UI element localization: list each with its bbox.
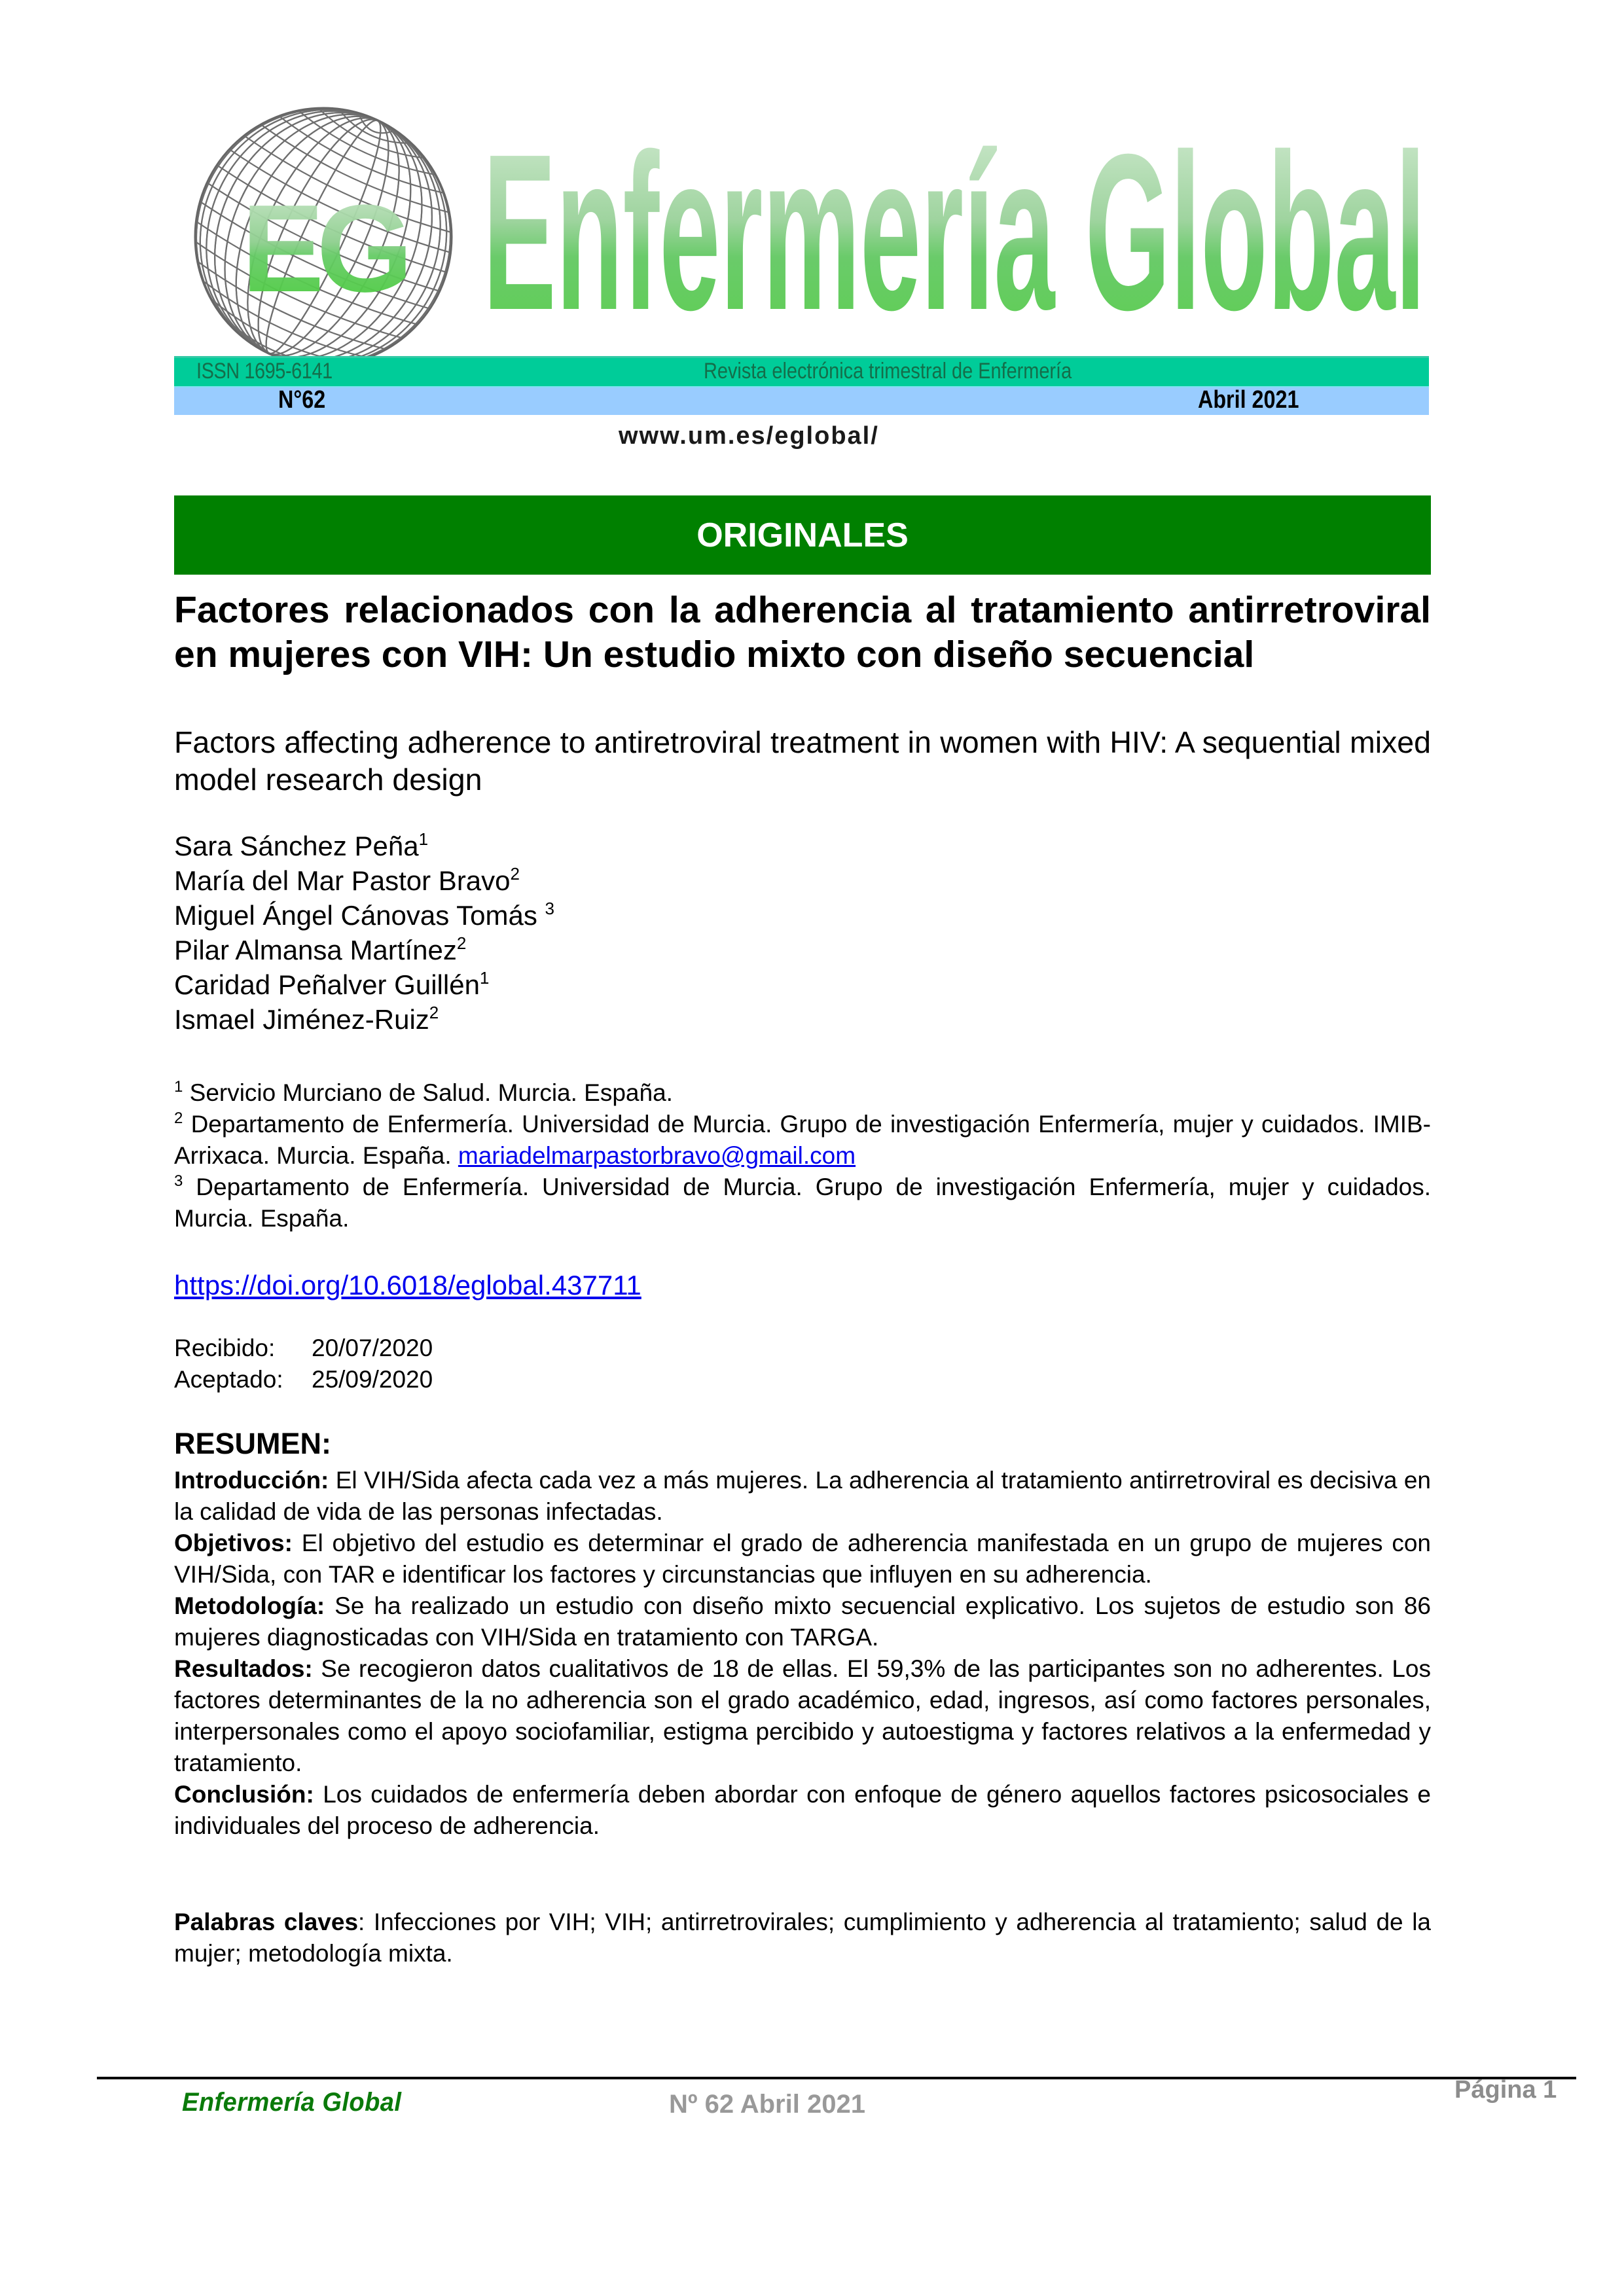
abstract-section-conclusion bbox=[174, 1779, 1431, 1842]
affiliation-marker: 2 bbox=[510, 864, 520, 884]
corresponding-email-link[interactable]: mariadelmarpastorbravo@gmail.com bbox=[458, 1142, 856, 1169]
journal-tagline: Revista electrónica trimestral de Enfermería bbox=[704, 359, 1072, 384]
abstract-section-text: Se ha realizado un estudio con diseño mixto secuencial explicativo. Los sujetos de estudio son 86 mujeres diagnosticadas con VIH/Sida en tratamiento con TARGA. bbox=[174, 1592, 1431, 1651]
affiliation-number: 1 bbox=[174, 1078, 183, 1096]
affiliation-text: Departamento de Enfermería. Universidad de Murcia. Grupo de investigación Enfermería, mujer y cuidados. Murcia. España. bbox=[174, 1174, 1431, 1232]
section-banner bbox=[174, 495, 1431, 575]
author-name: Ismael Jiménez-Ruiz bbox=[174, 1004, 429, 1035]
affiliation bbox=[174, 1109, 1431, 1172]
globe-logo-icon bbox=[191, 105, 456, 369]
accepted-label: Aceptado: bbox=[174, 1366, 283, 1393]
journal-wordmark-logo bbox=[477, 98, 1432, 340]
doi-row bbox=[174, 1270, 1431, 1301]
affiliation-text: Servicio Murciano de Salud. Murcia. España. bbox=[183, 1079, 673, 1106]
submission-dates bbox=[174, 1333, 1431, 1395]
affiliation-marker: 1 bbox=[479, 968, 490, 988]
affiliation-text: Departamento de Enfermería. Universidad de Murcia. Grupo de investigación Enfermería, mujer y cuidados. IMIB-Arrixaca. Murcia. España. bbox=[174, 1111, 1431, 1169]
author-list bbox=[174, 829, 1431, 1037]
keywords-label: Palabras claves bbox=[174, 1909, 359, 1935]
abstract-section-text: El objetivo del estudio es determinar el grado de adherencia manifestada en un grupo de mujeres con VIH/Sida, con TAR e identificar los factores y circunstancias que influyen en su adherencia. bbox=[174, 1530, 1431, 1588]
abstract-section-label: Resultados: bbox=[174, 1655, 313, 1682]
abstract-section-label: Introducción: bbox=[174, 1467, 329, 1494]
wordmark-text: Enfermería Global bbox=[483, 108, 1426, 340]
author bbox=[174, 898, 1431, 933]
abstract-section-introduction bbox=[174, 1465, 1431, 1528]
issue-date: Abril 2021 bbox=[1198, 386, 1299, 414]
issue-number: N°62 bbox=[278, 386, 326, 414]
affiliation-marker: 1 bbox=[418, 829, 429, 849]
issn: ISSN 1695-6141 bbox=[196, 359, 333, 384]
footer-journal-logo: Enfermería Global bbox=[182, 2088, 402, 2117]
footer-divider-shadow bbox=[97, 2080, 1576, 2081]
affiliation-number: 3 bbox=[174, 1172, 183, 1190]
affiliation-marker: 3 bbox=[545, 899, 554, 918]
section-label: ORIGINALES bbox=[696, 516, 909, 554]
author bbox=[174, 933, 1431, 967]
affiliation-list bbox=[174, 1077, 1431, 1234]
article-title-english: Factors affecting adherence to antiretroviral treatment in women with HIV: A sequential mixed model research design bbox=[174, 725, 1431, 797]
abstract-section-text: Los cuidados de enfermería deben abordar con enfoque de género aquellos factores psicosociales e individuales del proceso de adherencia. bbox=[174, 1781, 1431, 1839]
author bbox=[174, 829, 1431, 863]
affiliation-number: 2 bbox=[174, 1109, 183, 1127]
author bbox=[174, 967, 1431, 1002]
abstract-section-text: Se recogieron datos cualitativos de 18 de ellas. El 59,3% de las participantes son no adherentes. Los factores determinantes de la no adherencia son el grado académico, edad, ingresos, así como factores personales, interpersonales como el apoyo sociofamiliar, estigma percibido y autoestigma y factores relativos a la enfermedad y tratamiento. bbox=[174, 1655, 1431, 1776]
footer-issue: Nº 62 Abril 2021 bbox=[669, 2090, 865, 2119]
abstract-section-text: El VIH/Sida afecta cada vez a más mujeres. La adherencia al tratamiento antirretroviral es decisiva en la calidad de vida de las personas infectadas. bbox=[174, 1467, 1431, 1525]
author-name: Miguel Ángel Cánovas Tomás bbox=[174, 900, 545, 931]
author-name: Pilar Almansa Martínez bbox=[174, 935, 457, 965]
received-date: 20/07/2020 bbox=[312, 1335, 433, 1361]
doi-link[interactable]: https://doi.org/10.6018/eglobal.437711 bbox=[174, 1270, 641, 1300]
keywords-text: : Infecciones por VIH; VIH; antirretrovirales; cumplimiento y adherencia al tratamiento; salud de la mujer; metodología mixta. bbox=[174, 1909, 1431, 1967]
affiliation-marker: 2 bbox=[456, 933, 467, 953]
journal-url[interactable]: www.um.es/eglobal/ bbox=[619, 422, 879, 450]
author bbox=[174, 863, 1431, 898]
logo-monogram: EG bbox=[241, 179, 406, 318]
abstract-section-results bbox=[174, 1653, 1431, 1779]
abstract-section-label: Objetivos: bbox=[174, 1530, 293, 1556]
author-name: Caridad Peñalver Guillén bbox=[174, 969, 480, 1000]
author bbox=[174, 1002, 1431, 1037]
accepted-date: 25/09/2020 bbox=[312, 1366, 433, 1393]
abstract-section-methodology bbox=[174, 1590, 1431, 1653]
abstract-body bbox=[174, 1465, 1431, 1842]
author-name: Sara Sánchez Peña bbox=[174, 831, 419, 861]
accepted-row bbox=[174, 1364, 1431, 1395]
footer-divider bbox=[97, 2077, 1576, 2079]
received-label: Recibido: bbox=[174, 1335, 276, 1361]
abstract-section-label: Metodología: bbox=[174, 1592, 325, 1619]
keywords-paragraph bbox=[174, 1907, 1431, 1969]
page-number: Página 1 bbox=[1454, 2076, 1557, 2104]
affiliation bbox=[174, 1172, 1431, 1234]
affiliation-marker: 2 bbox=[429, 1003, 439, 1022]
article-title-spanish: Factores relacionados con la adherencia al tratamiento antirretroviral en mujeres con VIH: Un estudio mixto con diseño secuencial bbox=[174, 589, 1431, 675]
keywords bbox=[174, 1907, 1431, 1969]
author-name: María del Mar Pastor Bravo bbox=[174, 865, 511, 896]
abstract-heading: RESUMEN: bbox=[174, 1427, 332, 1460]
affiliation bbox=[174, 1077, 1431, 1109]
received-row bbox=[174, 1333, 1431, 1364]
abstract-section-label: Conclusión: bbox=[174, 1781, 314, 1808]
abstract-section-objectives bbox=[174, 1528, 1431, 1590]
